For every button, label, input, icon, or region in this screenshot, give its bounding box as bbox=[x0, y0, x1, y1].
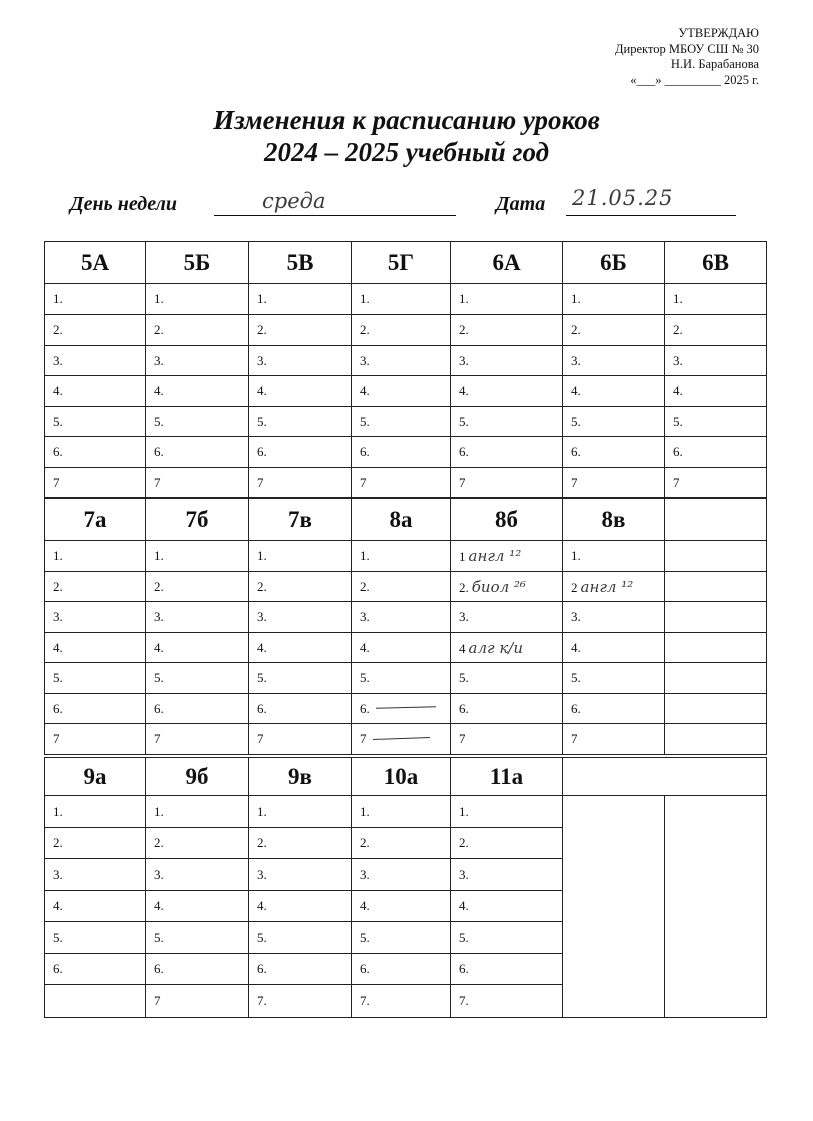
lesson-cell: 6. bbox=[45, 954, 146, 985]
lesson-cell-empty bbox=[665, 633, 767, 663]
date-value: 21.05.25 bbox=[572, 186, 674, 210]
lesson-cell: 7 bbox=[146, 468, 249, 498]
lesson-cell: 4. bbox=[249, 891, 352, 922]
lesson-row bbox=[45, 407, 767, 437]
class-header: 9б bbox=[146, 758, 249, 796]
lesson-cell bbox=[45, 985, 146, 1018]
lesson-cell: 5. bbox=[249, 922, 352, 954]
lesson-cell: 7 bbox=[563, 468, 665, 498]
class-header: 8б bbox=[451, 499, 563, 541]
lesson-cell: 7 bbox=[451, 724, 563, 755]
lesson-cell: 1. bbox=[563, 541, 665, 572]
lesson-cell-empty bbox=[665, 602, 767, 633]
lesson-cell: 3. bbox=[352, 859, 451, 891]
schedule-block-9-11 bbox=[44, 757, 767, 1018]
lesson-cell: 5. bbox=[249, 407, 352, 437]
lesson-row bbox=[45, 572, 767, 602]
lesson-cell: 2. bbox=[146, 828, 249, 859]
lesson-cell: 4. bbox=[146, 633, 249, 663]
lesson-cell: 4. bbox=[451, 891, 563, 922]
lesson-cell: 1. bbox=[352, 796, 451, 828]
lesson-cell: 7 bbox=[146, 724, 249, 755]
lesson-cell: 2. bbox=[352, 572, 451, 602]
lesson-cell: 1. bbox=[352, 541, 451, 572]
lesson-cell: 1. bbox=[352, 284, 451, 315]
approval-position: Директор МБОУ СШ № 30 bbox=[615, 41, 759, 56]
class-header-empty bbox=[665, 499, 767, 541]
lesson-cell: 3. bbox=[249, 346, 352, 376]
blank-area bbox=[563, 796, 665, 1018]
blank-area bbox=[665, 796, 767, 1018]
lesson-cell: 3. bbox=[665, 346, 767, 376]
lesson-cell: 5. bbox=[563, 663, 665, 694]
lesson-cell: 2. bbox=[451, 828, 563, 859]
lesson-row bbox=[45, 663, 767, 694]
lesson-row bbox=[45, 468, 767, 498]
lesson-cell: 5. bbox=[352, 922, 451, 954]
lesson-row bbox=[45, 437, 767, 468]
lesson-cell: 2. bbox=[563, 315, 665, 346]
lesson-row bbox=[45, 541, 767, 572]
lesson-cell: 5. bbox=[665, 407, 767, 437]
lesson-cell: 6. bbox=[563, 694, 665, 724]
lesson-cell: 7 bbox=[146, 985, 249, 1018]
lesson-cell: 7. bbox=[352, 985, 451, 1018]
lesson-number: 4 bbox=[459, 640, 466, 656]
lesson-cell: 6. bbox=[45, 437, 146, 468]
lesson-row bbox=[45, 796, 767, 828]
lesson-cell: 4. bbox=[45, 376, 146, 407]
class-header: 6А bbox=[451, 242, 563, 284]
lesson-cell: 2. bbox=[249, 828, 352, 859]
lesson-cell: 4. bbox=[352, 376, 451, 407]
lesson-cell: 2. bbox=[249, 572, 352, 602]
lesson-cell: 1. bbox=[249, 796, 352, 828]
lesson-cell: 1. bbox=[146, 284, 249, 315]
class-header: 7в bbox=[249, 499, 352, 541]
title-line-2: 2024 – 2025 учебный год bbox=[263, 137, 549, 167]
lesson-cell: 3. bbox=[146, 346, 249, 376]
lesson-cell: 1. bbox=[146, 541, 249, 572]
lesson-cell: 7 bbox=[665, 468, 767, 498]
lesson-cell: 5. bbox=[451, 663, 563, 694]
lesson-cell: 2. bbox=[352, 315, 451, 346]
lesson-cell: 4. bbox=[249, 376, 352, 407]
lesson-number: 1 bbox=[459, 549, 466, 564]
lesson-cell-empty bbox=[665, 724, 767, 755]
lesson-cell: 6. bbox=[451, 437, 563, 468]
lesson-cell: 6. bbox=[352, 694, 451, 724]
lesson-cell: 7 bbox=[352, 468, 451, 498]
lesson-cell: 2. bbox=[146, 572, 249, 602]
lesson-cell: 2. bbox=[146, 315, 249, 346]
lesson-cell: 7 bbox=[352, 724, 451, 755]
lesson-cell: 5. bbox=[146, 922, 249, 954]
approval-name: Н.И. Барабанова bbox=[670, 57, 759, 71]
lesson-row bbox=[45, 724, 767, 755]
lesson-cell: 3. bbox=[451, 602, 563, 633]
lesson-cell: 2. bbox=[45, 315, 146, 346]
lesson-cell: 2. bbox=[665, 315, 767, 346]
approval-block bbox=[615, 26, 759, 88]
lesson-cell-empty bbox=[665, 541, 767, 572]
class-header: 6Б bbox=[563, 242, 665, 284]
schedule-block-5-6 bbox=[44, 241, 767, 498]
lesson-cell: 6. bbox=[563, 437, 665, 468]
class-header: 7а bbox=[45, 499, 146, 541]
lesson-number: 2 bbox=[571, 579, 578, 595]
day-underline bbox=[214, 215, 456, 216]
lesson-cell: 4. bbox=[352, 891, 451, 922]
lesson-cell: 6. bbox=[352, 437, 451, 468]
lesson-row bbox=[45, 284, 767, 315]
lesson-cell: 3. bbox=[45, 346, 146, 376]
lesson-cell-changed bbox=[451, 633, 563, 663]
class-header-row bbox=[45, 499, 767, 541]
lesson-cell: 1. bbox=[563, 284, 665, 315]
lesson-cell: 2. bbox=[451, 315, 563, 346]
lesson-cell: 7 bbox=[45, 468, 146, 498]
lesson-cell: 4. bbox=[563, 376, 665, 407]
lesson-cell: 6. bbox=[352, 954, 451, 985]
lesson-cell: 3. bbox=[146, 859, 249, 891]
lesson-row bbox=[45, 315, 767, 346]
lesson-cell: 6. bbox=[249, 694, 352, 724]
lesson-cell: 2. bbox=[352, 828, 451, 859]
lesson-cell: 1. bbox=[45, 796, 146, 828]
lesson-cell: 7 bbox=[249, 724, 352, 755]
lesson-cell: 3. bbox=[249, 859, 352, 891]
lesson-cell: 7 bbox=[249, 468, 352, 498]
lesson-cell-empty bbox=[665, 572, 767, 602]
lesson-cell: 7 bbox=[563, 724, 665, 755]
lesson-cell: 7 bbox=[45, 724, 146, 755]
lesson-cell: 5. bbox=[45, 663, 146, 694]
lesson-cell: 3. bbox=[451, 859, 563, 891]
lesson-cell: 2. bbox=[45, 572, 146, 602]
lesson-cell: 7. bbox=[451, 985, 563, 1018]
lesson-cell: 6. bbox=[451, 694, 563, 724]
handwritten-change: англ ¹² bbox=[580, 577, 634, 596]
class-header: 11а bbox=[451, 758, 563, 796]
lesson-cell-changed bbox=[563, 572, 665, 602]
lesson-cell: 3. bbox=[45, 602, 146, 633]
class-header: 5В bbox=[249, 242, 352, 284]
class-header-empty bbox=[563, 758, 767, 796]
lesson-cell: 5. bbox=[45, 922, 146, 954]
lesson-cell: 2. bbox=[45, 828, 146, 859]
lesson-cell: 3. bbox=[563, 602, 665, 633]
lesson-cell: 6. bbox=[665, 437, 767, 468]
lesson-cell: 1. bbox=[249, 541, 352, 572]
lesson-cell: 5. bbox=[146, 407, 249, 437]
class-header: 8в bbox=[563, 499, 665, 541]
lesson-cell: 4. bbox=[352, 633, 451, 663]
lesson-cell: 5. bbox=[563, 407, 665, 437]
lesson-cell: 3. bbox=[451, 346, 563, 376]
lesson-cell: 3. bbox=[249, 602, 352, 633]
lesson-cell: 6. bbox=[249, 437, 352, 468]
lesson-cell: 7. bbox=[249, 985, 352, 1018]
lesson-cell: 7 bbox=[451, 468, 563, 498]
lesson-cell-empty bbox=[665, 663, 767, 694]
date-label: Дата bbox=[496, 193, 546, 215]
class-header: 5А bbox=[45, 242, 146, 284]
lesson-cell: 1. bbox=[665, 284, 767, 315]
class-header: 5Б bbox=[146, 242, 249, 284]
day-label: День недели bbox=[70, 193, 177, 215]
lesson-number: 2. bbox=[459, 579, 469, 595]
class-header-row bbox=[45, 758, 767, 796]
title-line-1: Изменения к расписанию уроков bbox=[213, 105, 600, 135]
handwritten-change: алг к/и bbox=[468, 638, 524, 657]
lesson-cell: 3. bbox=[352, 346, 451, 376]
approval-date: «___» _________ 2025 г. bbox=[630, 72, 759, 87]
handwritten-change: англ ¹² bbox=[468, 547, 522, 565]
lesson-cell: 4. bbox=[665, 376, 767, 407]
schedule-block-7-8 bbox=[44, 498, 767, 755]
lesson-cell: 6. bbox=[146, 694, 249, 724]
lesson-cell: 4. bbox=[146, 376, 249, 407]
lesson-cell: 4. bbox=[45, 891, 146, 922]
class-header: 9в bbox=[249, 758, 352, 796]
page-title bbox=[0, 104, 813, 168]
day-date-line bbox=[70, 186, 770, 219]
class-header: 6В bbox=[665, 242, 767, 284]
lesson-cell: 6. bbox=[249, 954, 352, 985]
lesson-cell-changed bbox=[451, 572, 563, 602]
lesson-row bbox=[45, 602, 767, 633]
lesson-cell: 2. bbox=[249, 315, 352, 346]
approval-title: УТВЕРЖДАЮ bbox=[678, 26, 759, 40]
day-value: среда bbox=[262, 189, 326, 213]
lesson-cell-empty bbox=[665, 694, 767, 724]
lesson-cell: 1. bbox=[249, 284, 352, 315]
lesson-cell-changed bbox=[451, 541, 563, 572]
class-header: 8а bbox=[352, 499, 451, 541]
lesson-cell: 4. bbox=[146, 891, 249, 922]
lesson-row bbox=[45, 376, 767, 407]
lesson-cell: 3. bbox=[146, 602, 249, 633]
lesson-cell: 1. bbox=[45, 284, 146, 315]
lesson-cell: 4. bbox=[563, 633, 665, 663]
lesson-cell: 5. bbox=[249, 663, 352, 694]
lesson-cell: 6. bbox=[146, 954, 249, 985]
lesson-row bbox=[45, 694, 767, 724]
lesson-cell: 5. bbox=[352, 663, 451, 694]
lesson-cell: 1. bbox=[146, 796, 249, 828]
lesson-cell: 1. bbox=[451, 796, 563, 828]
lesson-cell: 6. bbox=[45, 694, 146, 724]
lesson-cell: 5. bbox=[352, 407, 451, 437]
class-header: 7б bbox=[146, 499, 249, 541]
lesson-cell: 6. bbox=[146, 437, 249, 468]
lesson-cell: 5. bbox=[146, 663, 249, 694]
lesson-cell: 3. bbox=[352, 602, 451, 633]
class-header: 5Г bbox=[352, 242, 451, 284]
lesson-cell: 6. bbox=[451, 954, 563, 985]
lesson-cell: 4. bbox=[451, 376, 563, 407]
date-underline bbox=[566, 215, 736, 216]
lesson-cell: 5. bbox=[451, 922, 563, 954]
lesson-cell: 4. bbox=[249, 633, 352, 663]
lesson-cell: 5. bbox=[45, 407, 146, 437]
lesson-cell: 1. bbox=[45, 541, 146, 572]
lesson-cell: 5. bbox=[451, 407, 563, 437]
lesson-cell: 1. bbox=[451, 284, 563, 315]
class-header-row bbox=[45, 242, 767, 284]
class-header: 10а bbox=[352, 758, 451, 796]
handwritten-change: биол ²⁶ bbox=[471, 577, 526, 596]
lesson-row bbox=[45, 346, 767, 376]
lesson-row bbox=[45, 633, 767, 663]
lesson-cell: 3. bbox=[563, 346, 665, 376]
lesson-cell: 3. bbox=[45, 859, 146, 891]
lesson-cell: 4. bbox=[45, 633, 146, 663]
class-header: 9а bbox=[45, 758, 146, 796]
